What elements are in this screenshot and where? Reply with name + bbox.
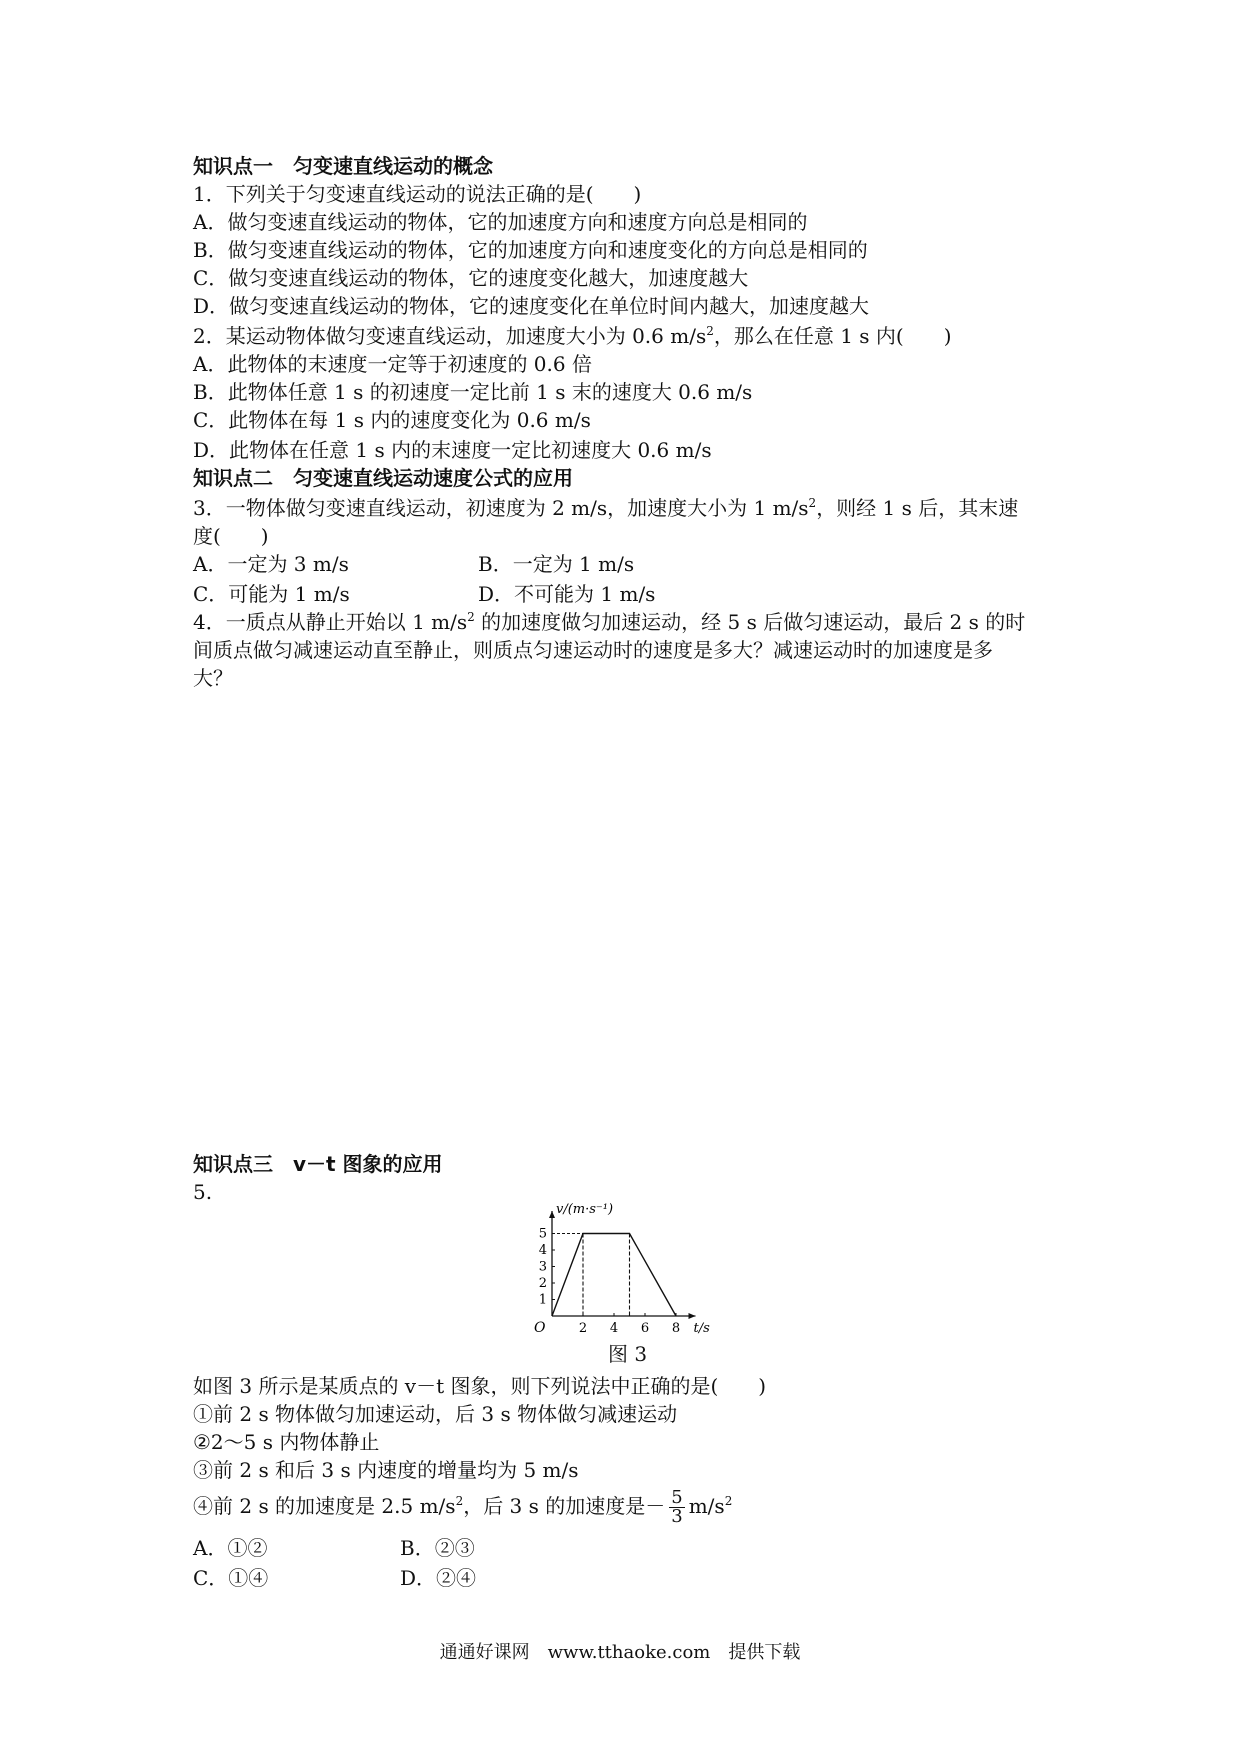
x-tick-label: 2 <box>578 1321 588 1336</box>
q5-option-a: A．①② <box>193 1536 268 1560</box>
chart-gridlines <box>552 1234 630 1317</box>
x-tick-label: 4 <box>609 1321 619 1336</box>
q5-statement-2: ②2～5 s 内物体静止 <box>193 1430 380 1454</box>
q5-statement-4: ④前 2 s 的加速度是 2.5 $m/s^2$，后 3 s 的加速度是－ $\frac{5}{3}$ $m/s^2$ <box>193 1487 733 1527</box>
q5-stem: 如图 3 所示是某质点的 v－t 图象，则下列说法中正确的是( ) <box>193 1374 767 1398</box>
q3-option-a: A．一定为 3 m/s <box>193 552 349 576</box>
vt-chart <box>520 1198 730 1338</box>
x-axis-arrow <box>689 1313 696 1319</box>
chart-ylabel: v/(m·s⁻¹) <box>556 1202 614 1217</box>
q5-number: 5. <box>193 1180 213 1204</box>
q4-line2: 间质点做匀减速运动直至静止，则质点匀速运动时的速度是多大？减速运动时的加速度是多 <box>193 638 993 662</box>
y-axis-arrow <box>549 1211 555 1218</box>
chart-origin: O <box>534 1320 546 1336</box>
x-tick-label: 8 <box>671 1321 681 1336</box>
q1-stem: 1．下列关于匀变速直线运动的说法正确的是( ) <box>193 182 642 206</box>
y-tick-label: 5 <box>538 1226 547 1242</box>
q5-option-d: D．②④ <box>400 1566 477 1590</box>
chart-series <box>552 1234 676 1317</box>
figure-caption: 图 3 <box>608 1342 648 1366</box>
q1-option-b: B．做匀变速直线运动的物体，它的加速度方向和速度变化的方向总是相同的 <box>193 238 868 262</box>
q3-stem: 3．一物体做匀变速直线运动，初速度为 2 m/s，加速度大小为 1 $m/s^2$，则经 1 s 后，其末速 <box>193 496 1019 520</box>
chart-ticks <box>539 1227 680 1337</box>
section2-heading: 知识点二 匀变速直线运动速度公式的应用 <box>193 466 573 490</box>
q1-option-c: C．做匀变速直线运动的物体，它的速度变化越大，加速度越大 <box>193 266 749 290</box>
section3-heading: 知识点三 v－t 图象的应用 <box>193 1152 443 1176</box>
q2-option-a: A．此物体的末速度一定等于初速度的 0.6 倍 <box>193 352 592 376</box>
q2-stem: 2．某运动物体做匀变速直线运动，加速度大小为 0.6 $m/s^2$，那么在任意 1 s 内( ) <box>193 324 952 348</box>
chart-xlabel: t/s <box>693 1321 710 1336</box>
q4-line1: 4．一质点从静止开始以 1 $m/s^2$ 的加速度做匀加速运动，经 5 s 后做匀速运动，最后 2 s 的时 <box>193 610 1026 634</box>
q3-option-d: D．不可能为 1 m/s <box>478 582 656 606</box>
q5-statement-3: ③前 2 s 和后 3 s 内速度的增量均为 5 m/s <box>193 1458 579 1482</box>
y-tick-label: 4 <box>538 1243 547 1258</box>
q2-option-b: B．此物体任意 1 s 的初速度一定比前 1 s 末的速度大 0.6 m/s <box>193 380 753 404</box>
section1-heading: 知识点一 匀变速直线运动的概念 <box>193 154 493 178</box>
q3-option-b: B．一定为 1 m/s <box>478 552 635 576</box>
y-tick-label: 1 <box>538 1292 547 1308</box>
q5-option-b: B．②③ <box>400 1536 475 1560</box>
x-tick-label: 6 <box>640 1321 650 1336</box>
q3-stem-line2: 度( ) <box>193 524 269 548</box>
q2-option-c: C．此物体在每 1 s 内的速度变化为 0.6 m/s <box>193 408 591 432</box>
y-tick-label: 2 <box>538 1276 547 1291</box>
q5-option-c: C．①④ <box>193 1566 269 1590</box>
q2-option-d: D．此物体在任意 1 s 内的末速度一定比初速度大 0.6 m/s <box>193 438 712 462</box>
fraction: $\frac{5}{3}$ <box>671 1487 683 1527</box>
q1-option-d: D．做匀变速直线运动的物体，它的速度变化在单位时间内越大，加速度越大 <box>193 294 870 318</box>
velocity-line <box>552 1234 676 1317</box>
footer: 通通好课网 www.tthaoke.com 提供下载 <box>439 1642 801 1663</box>
q4-line3: 大？ <box>193 666 233 690</box>
q5-statement-1: ①前 2 s 物体做匀加速运动，后 3 s 物体做匀减速运动 <box>193 1402 678 1426</box>
y-tick-label: 3 <box>538 1259 547 1275</box>
q3-option-c: C．可能为 1 m/s <box>193 582 350 606</box>
q1-option-a: A．做匀变速直线运动的物体，它的加速度方向和速度方向总是相同的 <box>193 210 808 234</box>
